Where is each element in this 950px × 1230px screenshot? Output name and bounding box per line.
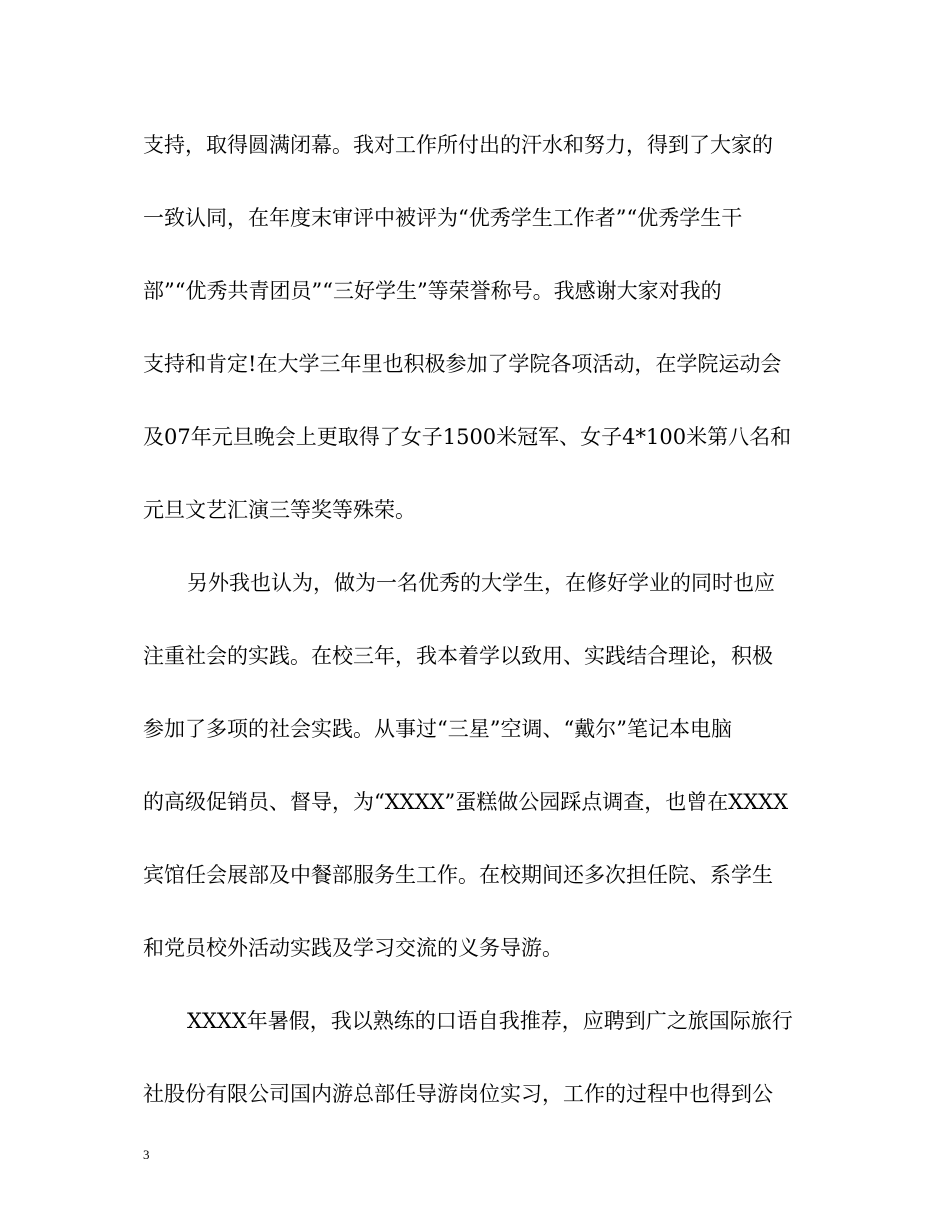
paragraph-start-line: XXXX年暑假，我以熟练的口语自我推荐，应聘到广之旅国际旅行	[187, 1009, 793, 1033]
text-line: 一致认同，在年度末审评中被评为“优秀学生工作者”“优秀学生干	[143, 206, 743, 230]
page-number: 3	[143, 1147, 150, 1162]
text-line: 部”“优秀共青团员”“三好学生”等荣誉称号。我感谢大家对我的	[143, 279, 722, 303]
paragraph-start-line: 另外我也认为，做为一名优秀的大学生，在修好学业的同时也应	[187, 571, 775, 595]
text-line: 社股份有限公司国内游总部任导游岗位实习，工作的过程中也得到公	[143, 1082, 773, 1106]
text-line: 元旦文艺汇演三等奖等殊荣。	[143, 498, 416, 522]
text-line: 注重社会的实践。在校三年，我本着学以致用、实践结合理论，积极	[143, 644, 773, 668]
text-line: 参加了多项的社会实践。从事过“三星”空调、“戴尔”笔记本电脑	[143, 717, 732, 741]
text-line: 的高级促销员、督导，为“XXXX”蛋糕做公园踩点调查，也曾在XXXX	[143, 790, 789, 814]
text-line: 及07年元旦晚会上更取得了女子1500米冠军、女子4*100米第八名和	[143, 425, 792, 449]
text-line: 支持，取得圆满闭幕。我对工作所付出的汗水和努力，得到了大家的	[143, 133, 773, 157]
text-line: 支持和肯定!在大学三年里也积极参加了学院各项活动，在学院运动会	[143, 352, 782, 376]
text-line: 宾馆任会展部及中餐部服务生工作。在校期间还多次担任院、系学生	[143, 863, 773, 887]
text-line: 和党员校外活动实践及学习交流的义务导游。	[143, 936, 563, 960]
